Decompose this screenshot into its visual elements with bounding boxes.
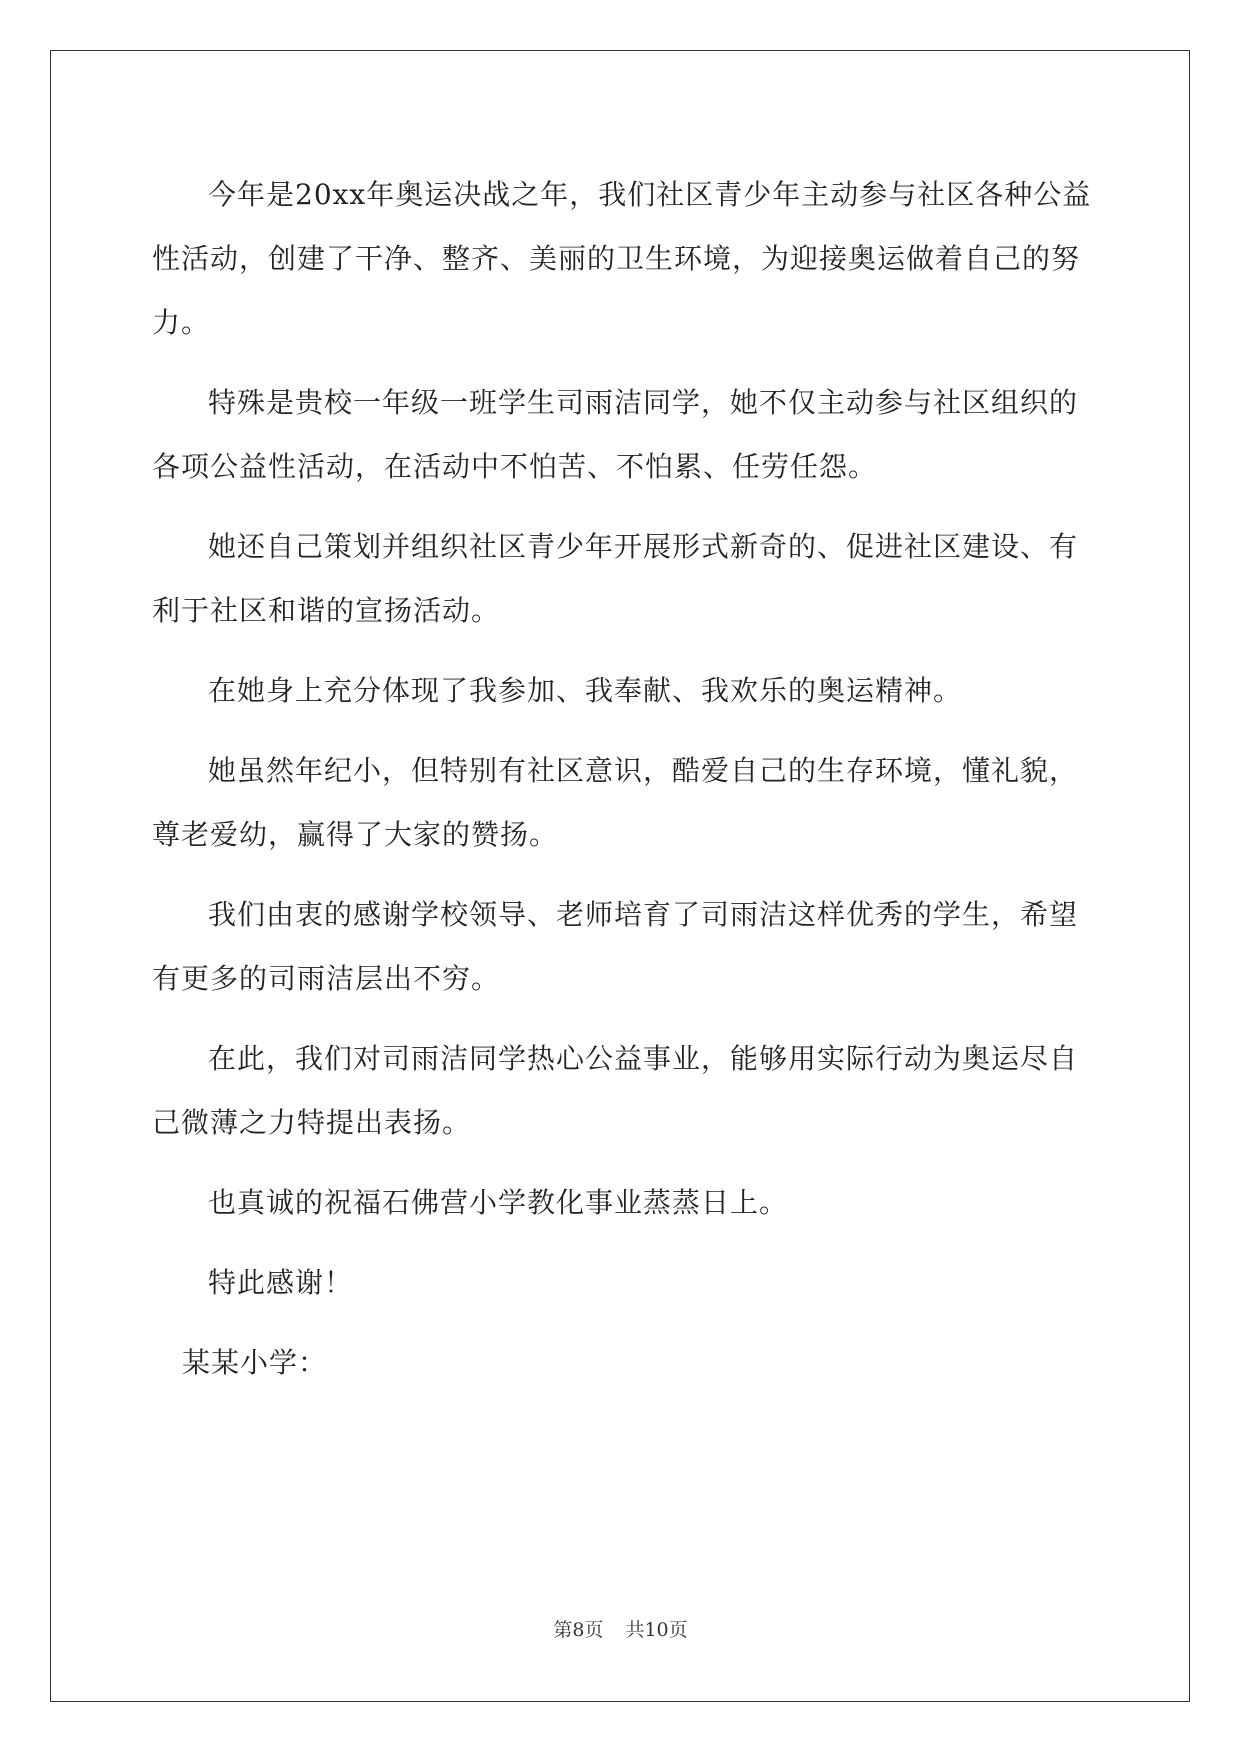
paragraph-3: 她还自己策划并组织社区青少年开展形式新奇的、促进社区建设、有利于社区和谐的宣扬活动。 <box>152 530 1079 627</box>
document-body <box>152 163 1097 1395</box>
paragraph-5: 她虽然年纪小，但特别有社区意识，酷爱自己的生存环境，懂礼貌，尊老爱幼，赢得了大家的赞扬。 <box>152 754 1079 851</box>
paragraph-4: 在她身上充分体现了我参加、我奉献、我欢乐的奥运精神。 <box>208 674 963 707</box>
page-number: 第8页 <box>553 1619 604 1641</box>
paragraph-7: 在此，我们对司雨洁同学热心公益事业，能够用实际行动为奥运尽自己微薄之力特提出表扬。 <box>152 1042 1079 1139</box>
signature-line: 某某小学： <box>182 1346 328 1379</box>
paragraph-1: 今年是20xx年奥运决战之年，我们社区青少年主动参与社区各种公益性活动，创建了干净、整齐、美丽的卫生环境，为迎接奥运做着自己的努力。 <box>152 178 1092 339</box>
paragraph-6: 我们由衷的感谢学校领导、老师培育了司雨洁这样优秀的学生，希望有更多的司雨洁层出不穷。 <box>152 898 1079 995</box>
paragraph-9: 特此感谢！ <box>208 1266 354 1299</box>
paragraph-8: 也真诚的祝福石佛营小学教化事业蒸蒸日上。 <box>208 1186 789 1219</box>
page-footer <box>0 1615 1241 1642</box>
page-total: 共10页 <box>625 1619 688 1641</box>
paragraph-2: 特殊是贵校一年级一班学生司雨洁同学，她不仅主动参与社区组织的各项公益性活动，在活动中不怕苦、不怕累、任劳任怨。 <box>152 386 1079 483</box>
